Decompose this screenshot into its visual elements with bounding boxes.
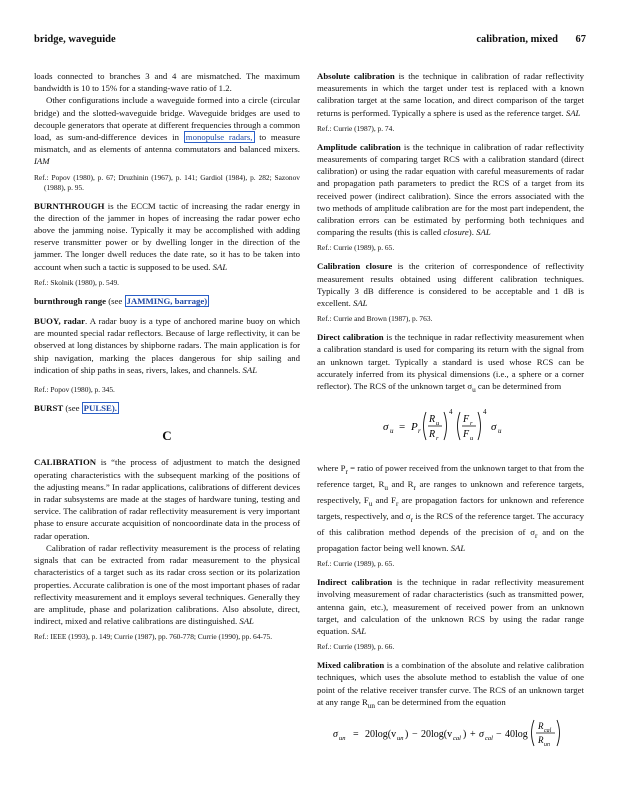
definition-indirect: is the technique in radar reflectivity measurement involving measurement of radar characteristics (such as transmitted power, antenna gain, etc.), measurement of received power from an unknown target, and calculation of the unknown RCS by using the radar range equation. [317,577,584,636]
eq2-fnum-sub: cal [543,727,551,734]
waveguide-paragraph-2 [34,94,300,167]
author-signature: IAM [34,156,50,167]
link-pulse[interactable]: PULSE). [83,403,117,414]
link-monopulse-radars[interactable]: monopulse radars, [185,132,253,143]
calibration-paragraph-2 [34,542,300,627]
reference: Ref.: Currie and Brown (1987), p. 763. [317,314,433,324]
eq2-sigma-sub: un [338,734,345,742]
see-label: (see [65,403,80,414]
eq1-paren-left [423,412,426,440]
eq1-paren-right-2 [478,412,481,440]
eq2-term1-sub: un [396,734,403,742]
equation-1-graphic [381,404,521,448]
term-buoy: BUOY, radar [34,316,86,327]
calibration-text: Calibration of radar reflectivity measurement is the process of relating signals that can be extracted from radar measurement to the physical characteristics of a target such as its radar cross section or its polarization properties. Accurate calibration is one of the most important phases of radar reflectivity measurement and it employs several techniques. Generally they are amplitude, phase and polarization calibrations. Also absolute, direct, indirect, mixed and relative calibrations are distinguished. [34,542,300,627]
reference: Ref.: IEEE (1993), p. 149; Currie (1987), pp. 760-778; Currie (1990), pp. 64-75. [34,632,273,642]
entry-indirect-calibration [317,576,584,637]
author-signature: SAL [565,107,581,118]
eq1-rden: R [428,429,435,441]
reference: Ref.: Currie (1989), p. 65. [317,559,395,569]
eq2-minus-2: − [495,728,502,740]
term-calibration-closure: Calibration closure [317,261,393,272]
eq1-sigma-2-sub: u [497,427,501,436]
eq1-fden-sub: u [469,435,473,443]
eq1-paren-left-2 [457,412,460,440]
term-absolute-calibration: Absolute calibration [317,71,395,81]
definition-closure: is the criterion of correspondence of reflectivity measurement results obtained using different calibration techniques. Typically 3 dB difference is considered to be acceptable and 1 dB is excellent. [317,261,584,309]
eq1-sigma: σ [382,421,388,434]
eq2-fden: R [537,734,543,745]
reference: Ref.: Currie (1987), p. 74. [317,123,395,133]
subscript: un [367,701,376,710]
eq1-p: P [410,421,418,434]
reference: Ref.: Currie (1989), p. 65. [317,243,395,253]
eq2-term2-sub: cal [452,734,461,742]
term-amplitude-calibration: Amplitude calibration [317,141,401,152]
entry-burnthrough-range [34,295,300,307]
header-right-term: calibration, mixed [476,34,558,45]
eq2-equals: = [352,728,359,740]
term-calibration: CALIBRATION [34,457,97,468]
equation-direct-calibration [317,404,584,452]
author-signature: SAL [476,227,491,238]
author-signature: SAL [242,364,258,375]
eq2-sigma: σ [332,728,338,740]
eq2-sigma-cal: σ [478,728,484,740]
term-burst: BURST [34,403,64,414]
eq2-plus: + [469,728,476,740]
term-mixed-calibration: Mixed calibration [317,660,385,671]
term-burnthrough: BURNTHROUGH [34,200,105,211]
author-signature: SAL [351,626,367,636]
eq1-p-sub: r [417,427,421,436]
left-column [34,70,300,649]
definition-mixed-end: can be determined from the equation [377,696,506,707]
eq1-paren-right [444,412,447,440]
txt: and on the propagation factor being well known. [317,527,585,553]
entry-mixed-calibration [317,659,584,712]
eq1-rnum: R [428,414,435,426]
author-signature: SAL [212,261,228,272]
section-letter: C [162,428,172,444]
eq2-fden-sub: un [543,741,550,748]
eq2-minus-1: − [411,728,418,740]
reference: Ref.: Skolnik (1980), p. 549. [34,277,119,287]
subscript: r [345,467,348,476]
link-jamming-barrage[interactable]: JAMMING, barrage) [126,295,208,306]
eq1-sigma-sub: u [389,427,393,436]
entry-burst [34,402,300,414]
closing-paren: ). [468,227,474,238]
eq1-fnum-sub: r [469,420,473,428]
eq1-exp: 4 [448,408,452,417]
author-signature: SAL [450,542,466,553]
eq1-fden: F [462,429,469,441]
subscript: r [396,499,399,508]
definition-amplitude: is the technique in calibration of radar reflectivity measurements of comparing target RCS with a calibration standard (direct calibration) or using the radar equation with careful measurements of radar and propagation path parameters to predict the RCS of a target from its received power (indirect calibration). Since the errors associated with the two methods of amplitude calibration are for the most part independent, the calibration errors can be estimated by performing both techniques and comparing the results (this is called [317,141,585,238]
eq2-paren-right [557,720,560,746]
author-signature: SAL [239,616,254,627]
see-label: (see [108,295,123,306]
definition-burnthrough: is the ECCM tactic of increasing the radar energy in the direction of the jammer in hopes of increasing the radar power echo above the jamming noise. Typically it may be accomplished with adding reserve transmitter power or by dwelling longer in the direction of the jammer. The longer dwell reduces the date rate, so it has to be taken into account when such a tactic is supposed to be used. [34,200,300,272]
txt: where P [317,463,346,474]
definition-buoy: . A radar buoy is a type of anchored marine buoy on which are mounted special radar reflectors. Because of large reflectivity, it can be observed at long distances by shipborne radars. The main application is for ship navigation, marking the places dangerous for ship sailing and indication of ship paths in seas, rivers, lakes, and channels. [34,316,300,375]
subscript: u [384,483,388,492]
eq2-term2: 20log(v [420,728,452,740]
author-signature: SAL [352,298,368,309]
definition-mixed: is a combination of the absolute and relative calibration techniques, which uses the absolute method to establish the value of one point of the relative receiver transfer curve. The RCS of an unknown target at any range R [317,660,584,707]
definition-absolute: is the technique in calibration of radar reflectivity measurements in which the target under test is replaced with a known calibration target at the same location, and direct comparison of the target returns is performed. Typically a sphere is used as the reference target. [317,71,584,118]
entry-absolute-calibration [317,70,584,119]
term-indirect-calibration: Indirect calibration [317,577,393,588]
eq1-equals: = [398,421,405,434]
direct-calibration-explanation [317,462,584,554]
term-direct-calibration: Direct calibration [317,332,384,343]
eq2-term3: 40log [504,728,528,740]
txt: = ratio of power received from the unknown target to that from the reference target, R [317,463,584,490]
eq2-sigma-cal-sub: cal [484,734,493,742]
subscript: u [368,499,373,508]
eq2-term2-close: ) [462,728,466,740]
waveguide-paragraph-1: loads connected to branches 3 and 4 are mismatched. The maximum bandwidth is 10 to 15% for a standing-wave ratio of 1.2. [34,71,300,94]
header-left-term: bridge, waveguide [34,34,116,45]
waveguide-text-a: Other configurations include a waveguide formed into a circle (circular bridge) and the slotted-waveguide bridge. Waveguide bridges are used to decouple generators that operate at different frequencies through a common load, as sum-and-difference devices in [34,95,300,143]
reference: Ref.: Popov (1980), p. 345. [34,385,115,395]
txt: and R [391,479,414,490]
eq2-term1-close: ) [404,728,408,740]
entry-direct-calibration [317,331,584,396]
txt: are ranges to unknown and reference targets, respectively, F [317,479,585,506]
eq2-fnum: R [537,720,543,731]
entry-buoy [34,315,300,376]
subscript: r [413,483,416,492]
definition-calibration: is “the process of adjustment to match the designed operating characteristics with the subsequent marking of the positions of the adjusting means.” In radar applications, calibrations of different devices in radar subsystems are made at the stages of hardware tuning, testing and service. The calibration of radar reflectivity measurement is very important phase to ensure accurate acquisition of noncoordinate data in the process of radar operation. [34,457,300,541]
entry-calibration [34,456,300,541]
subscript: r [410,515,414,524]
running-header [34,34,586,50]
entry-calibration-closure [317,260,584,309]
reference: Ref.: Currie (1989), p. 66. [317,642,395,652]
eq2-paren-left [531,720,534,746]
waveguide-text-b: to measure mismatch, and as elements of antenna commutators and balanced mixers. [34,132,300,155]
eq1-rden-sub: r [435,435,439,443]
right-column [317,70,584,764]
page-number: 67 [575,34,586,45]
txt: and F [375,495,397,506]
equation-mixed-calibration [317,716,584,754]
definition-direct: is the technique in radar reflectivity measurement when a calibration standard is used for comparing its return with the signal from an unknown target. Typically a standard is used whose RCS can be accurately inferred from its physical dimensions (i.e., a sphere or a corner reflector). The RCS of the unknown target σ [317,332,584,392]
equation-2-graphic [331,716,571,750]
eq2-term1: 20log(v [364,728,396,740]
subscript: u [472,385,476,394]
entry-burnthrough [34,200,300,273]
definition-direct-end: can be determined from [477,381,562,392]
eq1-fnum: F [462,414,469,426]
reference: Ref.: Popov (1980), p. 67; Druzhinin (1967), p. 141; Gardiol (1984), p. 282; Sazonov (1988), p. 95. [34,172,300,192]
subscript: r [534,531,538,540]
term-burnthrough-range: burnthrough range [34,295,107,306]
closure-term: closure [443,227,469,238]
txt: are propagation factors for unknown and reference targets, respectively, and σ [317,495,585,522]
entry-amplitude-calibration [317,141,584,239]
eq1-rnum-sub: u [435,420,439,428]
txt: is the RCS of the reference target. The accuracy of this calibration method depends of the precision of σ [317,511,584,538]
eq1-exp-2: 4 [482,408,486,417]
eq1-sigma-2: σ [490,421,496,434]
